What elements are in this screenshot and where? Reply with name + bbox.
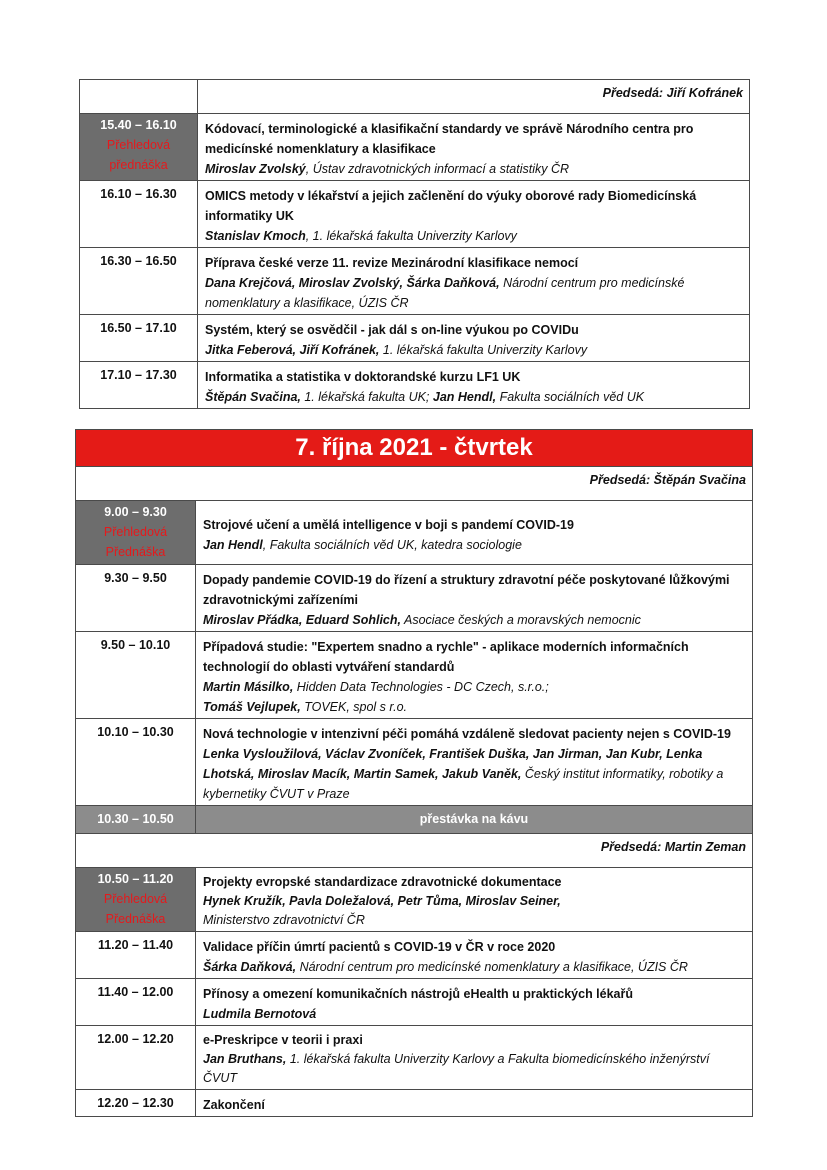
talk-authors: Jan Hendl <box>203 537 263 552</box>
talk-institution: Asociace českých a moravských nemocnic <box>400 613 641 627</box>
table-row <box>80 248 750 315</box>
talk-cell <box>196 565 753 632</box>
talk-authors: Jan Bruthans, <box>203 1052 287 1066</box>
talk-cell <box>196 1026 753 1090</box>
time-cell <box>76 868 196 932</box>
talk-authors-2: Tomáš Vejlupek, <box>203 700 301 714</box>
talk-cell <box>196 1090 753 1117</box>
table-row <box>76 1026 753 1090</box>
chair-label: Předsedá: Jiří Kofránek <box>198 80 750 114</box>
talk-institution: Národní centrum pro medicínské nomenklatury a klasifikace, ÚZIS ČR <box>296 960 688 974</box>
time-cell: 10.10 – 10.30 <box>76 719 196 806</box>
talk-title: Systém, který se osvědčil - jak dál s on-line výukou po COVIDu <box>205 323 579 337</box>
talk-cell <box>196 979 753 1026</box>
talk-cell <box>198 315 750 362</box>
time-cell: 11.40 – 12.00 <box>76 979 196 1026</box>
talk-institution: Hidden Data Technologies - DC Czech, s.r.o.; <box>293 680 549 694</box>
talk-authors: Miroslav Zvolský <box>205 162 306 176</box>
table-row <box>76 1090 753 1117</box>
table-row <box>76 806 753 834</box>
table-row <box>76 632 753 719</box>
talk-cell <box>198 248 750 315</box>
talk-title: Validace příčin úmrtí pacientů s COVID-19 v ČR v roce 2020 <box>203 940 556 954</box>
time-label: 10.50 – 11.20 <box>97 872 174 886</box>
time-cell: 9.30 – 9.50 <box>76 565 196 632</box>
talk-institution: 1. lékařská fakulta UK; <box>300 390 430 404</box>
table-row <box>76 719 753 806</box>
time-cell <box>76 501 196 565</box>
talk-institution: Národní centrum pro medicínské nomenklatury a klasifikace, ÚZIS ČR <box>205 276 685 310</box>
talk-title: Strojové učení a umělá intelligence v boji s pandemí COVID-19 <box>203 517 574 532</box>
time-cell: 16.50 – 17.10 <box>80 315 198 362</box>
table-row <box>76 868 753 932</box>
time-cell: 16.30 – 16.50 <box>80 248 198 315</box>
time-label: 9.00 – 9.30 <box>104 505 167 519</box>
table-row <box>80 315 750 362</box>
talk-institution: , Ústav zdravotnických informací a statistiky ČR <box>305 162 570 176</box>
talk-institution: Český institut informatiky, robotiky a kybernetiky ČVUT v Praze <box>203 767 724 801</box>
talk-authors-2: Jan Hendl, <box>429 390 497 404</box>
talk-title: Příprava české verze 11. revize Mezinárodní klasifikace nemocí <box>205 256 579 270</box>
talk-authors: Hynek Kružík, Pavla Doležalová, Petr Tůma, Miroslav Seiner, <box>203 894 561 908</box>
talk-institution: , Fakulta sociálních věd UK, katedra sociologie <box>262 537 522 552</box>
talk-cell <box>196 501 753 565</box>
talk-title: Přínosy a omezení komunikačních nástrojů eHealth u praktických lékařů <box>203 987 634 1001</box>
table-row <box>76 565 753 632</box>
talk-cell <box>196 868 753 932</box>
talk-authors: Štěpán Svačina, <box>205 390 301 404</box>
time-cell: 9.50 – 10.10 <box>76 632 196 719</box>
empty-time-cell <box>80 80 198 114</box>
review-lecture-label: Přehledová Přednáška <box>103 525 168 559</box>
talk-title: Nová technologie v intenzivní péči pomáhá vzdáleně sledovat pacienty nejen s COVID-19 <box>203 727 731 741</box>
talk-cell <box>196 932 753 979</box>
talk-institution: Ministerstvo zdravotnictví ČR <box>203 913 365 927</box>
talk-authors: Dana Krejčová, Miroslav Zvolský, Šárka Daňková, <box>205 276 500 290</box>
time-cell: 12.20 – 12.30 <box>76 1090 196 1117</box>
talk-title: Případová studie: "Expertem snadno a rychle" - aplikace moderních informačních technologií do oblasti vytváření standardů <box>203 640 689 674</box>
talk-authors: Šárka Daňková, <box>203 960 297 974</box>
time-cell <box>80 114 198 181</box>
time-cell: 16.10 – 16.30 <box>80 181 198 248</box>
talk-cell <box>198 114 750 181</box>
time-cell: 12.00 – 12.20 <box>76 1026 196 1090</box>
table-row <box>80 181 750 248</box>
chair-label: Předsedá: Martin Zeman <box>76 834 753 868</box>
schedule-table-day-2 <box>75 429 753 1117</box>
talk-authors: Miroslav Přádka, Eduard Sohlich, <box>203 613 401 627</box>
talk-institution-2: Fakulta sociálních věd UK <box>496 390 645 404</box>
talk-title: Kódovací, terminologické a klasifikační standardy ve správě Národního centra pro medicínské nomenklatury a klasifikace <box>205 122 694 156</box>
talk-authors: Lenka Vysloužilová, Václav Zvoníček, František Duška, Jan Jirman, Jan Kubr, Lenka Lhotská, Miroslav Macík, Martin Samek, Jakub Vaněk, <box>203 747 703 781</box>
review-lecture-label: Přehledová přednáška <box>106 138 171 172</box>
table-row <box>76 501 753 565</box>
time-label: 15.40 – 16.10 <box>100 118 177 132</box>
time-cell: 17.10 – 17.30 <box>80 362 198 409</box>
talk-institution: 1. lékařská fakulta Univerzity Karlovy a Fakulta biomedicínského inženýrství ČVUT <box>203 1052 710 1085</box>
talk-authors: Jitka Feberová, Jiří Kofránek, <box>205 343 380 357</box>
talk-authors: Ludmila Bernotová <box>203 1007 317 1021</box>
talk-institution: 1. lékařská fakulta Univerzity Karlovy <box>379 343 588 357</box>
talk-cell <box>196 719 753 806</box>
talk-title: Projekty evropské standardizace zdravotnické dokumentace <box>203 875 562 889</box>
talk-cell <box>198 362 750 409</box>
table-row <box>80 114 750 181</box>
schedule-table-day-1 <box>79 79 750 409</box>
table-row <box>76 932 753 979</box>
table-row <box>80 362 750 409</box>
talk-authors: Stanislav Kmoch <box>205 229 306 243</box>
time-cell: 11.20 – 11.40 <box>76 932 196 979</box>
talk-cell <box>196 632 753 719</box>
table-row <box>76 979 753 1026</box>
break-time: 10.30 – 10.50 <box>76 806 196 834</box>
talk-institution: , 1. lékařská fakulta Univerzity Karlovy <box>305 229 517 243</box>
talk-title: Informatika a statistika v doktorandské kurzu LF1 UK <box>205 370 521 384</box>
talk-title: Dopady pandemie COVID-19 do řízení a struktury zdravotní péče poskytované lůžkovými zdravotnickými zařízeními <box>203 573 730 607</box>
talk-authors: Martin Másilko, <box>203 680 294 694</box>
review-lecture-label: Přehledová Přednáška <box>103 892 168 926</box>
talk-title: OMICS metody v lékařství a jejich začlenění do výuky oborové rady Biomedicínská informatiky UK <box>205 189 697 223</box>
talk-institution-2: TOVEK, spol s r.o. <box>300 700 408 714</box>
break-label: přestávka na kávu <box>196 806 753 834</box>
chair-label: Předsedá: Štěpán Svačina <box>76 467 753 501</box>
day-heading: 7. října 2021 - čtvrtek <box>76 430 753 467</box>
talk-title: e-Preskripce v teorii i praxi <box>203 1033 363 1047</box>
talk-title: Zakončení <box>203 1098 265 1112</box>
talk-cell <box>198 181 750 248</box>
